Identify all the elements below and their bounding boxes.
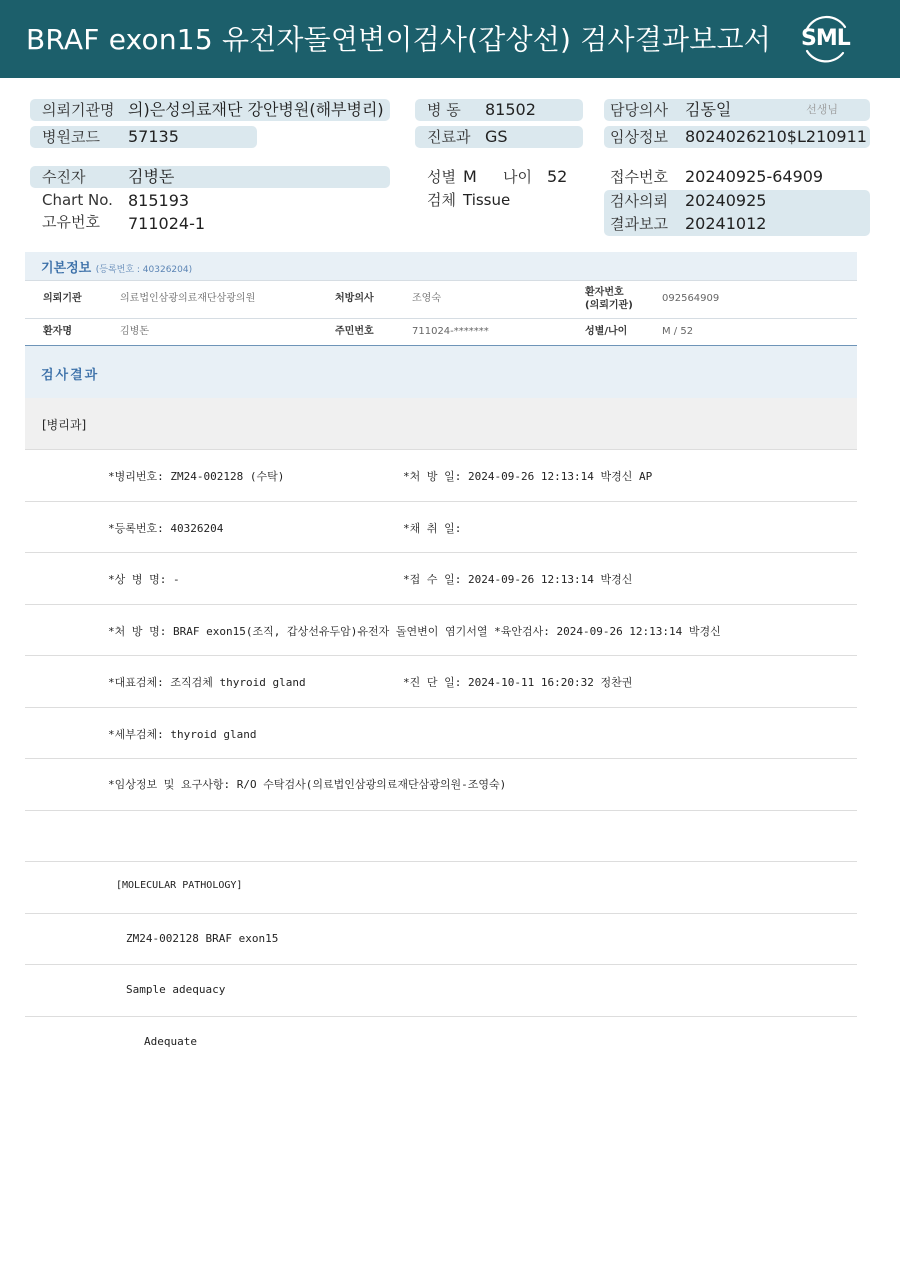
- sample-adequacy-label: Sample adequacy: [126, 983, 226, 996]
- sample-adequacy-value: Adequate: [144, 1035, 197, 1048]
- result-row: [25, 502, 857, 553]
- report-date-value: 20241012: [685, 214, 767, 233]
- rrn-label: 주민번호: [335, 326, 374, 337]
- org-label: 의뢰기관: [43, 293, 82, 304]
- patient-no-sublabel: (의뢰기관): [585, 300, 633, 311]
- result-row: [25, 862, 857, 914]
- collection-date: *채 취 일:: [403, 522, 462, 535]
- case-line: ZM24-002128 BRAF exon15: [126, 932, 279, 945]
- age-value: 52: [547, 167, 568, 186]
- basic-info-title: [41, 257, 192, 276]
- sex-age-label: 성별/나이: [585, 326, 628, 337]
- org-value: 의료법인삼광의료재단삼광의원: [120, 293, 256, 304]
- chart-no-label: Chart No.: [42, 191, 113, 209]
- prescriber-value: 조영숙: [412, 293, 441, 304]
- molecular-heading: [MOLECULAR PATHOLOGY]: [116, 880, 243, 891]
- sml-logo-text: SML: [801, 26, 850, 51]
- department-label: 진료과: [427, 128, 471, 146]
- result-row: [25, 450, 857, 502]
- prescription-date: *처 방 일: 2024-09-26 12:13:14 박경신 AP: [403, 470, 653, 483]
- clinical-info-field: [604, 126, 870, 148]
- patient-no-label: 환자번호: [585, 287, 624, 298]
- registration-no: *등록번호: 40326204: [108, 522, 224, 535]
- result-row: [25, 605, 857, 656]
- report-title: BRAF exon15 유전자돌연변이검사(갑상선) 검사결과보고서: [26, 23, 772, 56]
- results-title: 검사결과: [41, 368, 100, 383]
- department-field: [415, 126, 583, 148]
- rrn-value: 711024-*******: [412, 326, 489, 337]
- basic-info-divider: [25, 318, 857, 319]
- patient-name-label: 환자명: [43, 326, 72, 337]
- dates-field: [604, 190, 870, 236]
- patient-label: 수진자: [42, 168, 86, 186]
- sex-value: M: [463, 167, 477, 186]
- ward-label: 병 동: [427, 101, 461, 119]
- referral-org-label: 의뢰기관명: [42, 101, 115, 119]
- pathology-no: *병리번호: ZM24-002128 (수탁): [108, 470, 285, 483]
- patient-field: [30, 166, 390, 188]
- dept-label: [병리과]: [42, 418, 87, 432]
- request-date-label: 검사의뢰: [610, 192, 668, 210]
- representative-specimen: *대표검체: 조직검체 thyroid gland: [108, 676, 306, 689]
- prescription-name: *처 방 명: BRAF exon15(조직, 갑상선유두암)유전자 돌연변이 염기서열 *육안검사: 2024-09-26 12:13:14 박경신: [108, 625, 721, 638]
- referral-org-value: 의)은성의료재단 강안병원(해부병리): [128, 100, 384, 119]
- hospital-code-label: 병원코드: [42, 128, 100, 146]
- clinical-info-value: 8024026210$L210911: [685, 127, 867, 146]
- receipt-no-value: 20240925-64909: [685, 167, 824, 186]
- sml-logo: [797, 13, 853, 65]
- sex-label: 성별: [427, 168, 456, 186]
- basic-info-reg-note: (등록번호 : 40326204): [95, 265, 193, 275]
- results-header: [25, 346, 857, 398]
- result-row-last: [25, 1017, 857, 1067]
- result-row: [25, 914, 857, 965]
- unique-no-label: 고유번호: [42, 213, 100, 231]
- doctor-suffix: 선생님: [806, 103, 838, 116]
- patient-no-value: 092564909: [662, 293, 720, 304]
- result-row: [25, 656, 857, 708]
- prescriber-label: 처방의사: [335, 293, 374, 304]
- doctor-field: [604, 99, 870, 121]
- referral-org-field: [30, 99, 390, 121]
- specimen-label: 검체: [427, 191, 456, 209]
- clinical-info-label: 임상정보: [610, 128, 668, 146]
- doctor-value: 김동일: [685, 100, 732, 119]
- diagnosis-name: *상 병 명: -: [108, 573, 180, 586]
- unique-no-value: 711024-1: [128, 214, 206, 233]
- age-label: 나이: [503, 168, 532, 186]
- request-date-value: 20240925: [685, 191, 767, 210]
- ward-field: [415, 99, 583, 121]
- basic-info-header: [25, 252, 857, 280]
- specimen-value: Tissue: [463, 191, 511, 209]
- ward-value: 81502: [485, 100, 536, 119]
- sex-age-value: M / 52: [662, 326, 694, 337]
- doctor-label: 담당의사: [610, 101, 668, 119]
- detail-specimen: *세부검체: thyroid gland: [108, 728, 257, 741]
- result-row: [25, 965, 857, 1017]
- receipt-date: *접 수 일: 2024-09-26 12:13:14 박경신: [403, 573, 633, 586]
- dept-row: [25, 398, 857, 450]
- clinical-requests: *임상정보 및 요구사항: R/O 수탁검사(의료법인삼광의료재단삼광의원-조영숙): [108, 778, 507, 791]
- basic-info-title-text: 기본정보: [41, 261, 92, 276]
- result-row-empty: [25, 811, 857, 862]
- chart-no-value: 815193: [128, 191, 190, 210]
- basic-info-divider: [25, 280, 857, 281]
- result-row: [25, 708, 857, 759]
- hospital-code-field: [30, 126, 257, 148]
- hospital-code-value: 57135: [128, 127, 179, 146]
- department-value: GS: [485, 127, 508, 146]
- patient-name-value: 김병돈: [120, 326, 149, 337]
- report-date-label: 결과보고: [610, 215, 668, 233]
- result-row: [25, 759, 857, 811]
- receipt-no-label: 접수번호: [610, 168, 668, 186]
- result-row: [25, 553, 857, 605]
- diagnosis-date: *진 단 일: 2024-10-11 16:20:32 정찬권: [403, 676, 633, 689]
- patient-value: 김병돈: [128, 167, 175, 186]
- report-header: [0, 0, 900, 78]
